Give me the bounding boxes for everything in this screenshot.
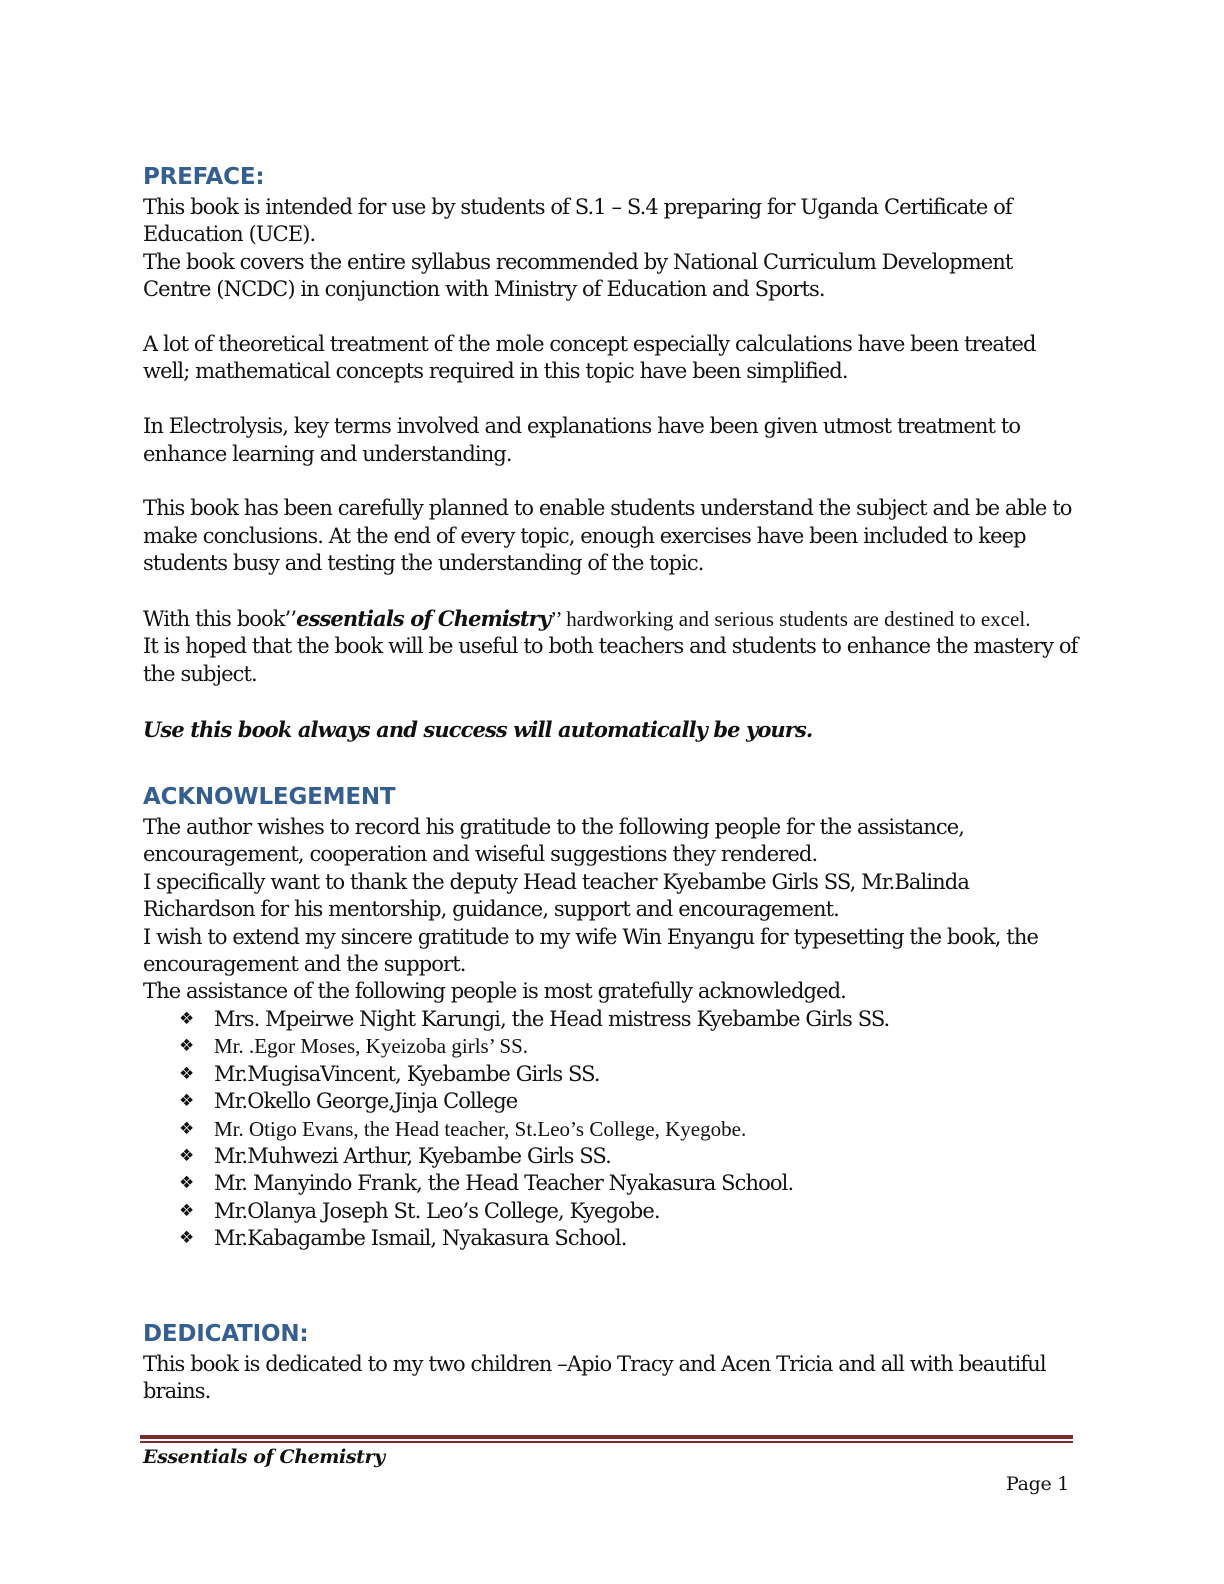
- page-number: Page 1: [1006, 1473, 1069, 1495]
- preface-paragraph-1: This book is intended for use by students of S.1 – S.4 preparing for Uganda Certificate of Education (UCE).: [143, 195, 1012, 247]
- diamond-bullet-icon: ❖: [179, 1008, 195, 1029]
- person-name: Mr.MugisaVincent, Kyebambe Girls SS.: [214, 1061, 600, 1086]
- person-name: Mr. Manyindo Frank, the Head Teacher Nyakasura School.: [214, 1171, 794, 1196]
- dedication-paragraph: This book is dedicated to my two children –Apio Tracy and Acen Tricia and all with beautiful brains.: [143, 1351, 1046, 1404]
- diamond-bullet-icon: ❖: [179, 1118, 195, 1139]
- list-item: [143, 1061, 1078, 1088]
- preface-paragraph-4: In Electrolysis, key terms involved and explanations have been given utmost treatment to enhance learning and understanding.: [143, 414, 1021, 466]
- list-item: [143, 1170, 1078, 1197]
- acknowledgement-paragraph-2: I specifically want to thank the deputy Head teacher Kyebambe Girls SS, Mr.Balinda Richardson for his mentorship, guidance, support and encouragement.: [143, 869, 969, 922]
- preface-closing: Use this book always and success will automatically be yours.: [143, 716, 813, 742]
- preface-paragraph-3: A lot of theoretical treatment of the mole concept especially calculations have been treated well; mathematical concepts required in this topic have been simplified.: [143, 332, 1036, 384]
- preface-paragraph-5: This book has been carefully planned to enable students understand the subject and be able to make conclusions. At the end of every topic, enough exercises have been included to keep students busy and testing the understanding of the topic.: [143, 496, 1072, 576]
- person-name: Mr.Muhwezi Arthur, Kyebambe Girls SS.: [214, 1143, 611, 1168]
- person-name: Mr. .Egor Moses, Kyeizoba girls’ SS.: [214, 1034, 529, 1059]
- preface-p6-tail: ’’ hardworking and serious students are destined to excel.: [550, 607, 1031, 632]
- preface-p6-lead: With this book’’: [143, 607, 297, 632]
- diamond-bullet-icon: ❖: [179, 1063, 195, 1084]
- list-item: [143, 1143, 1078, 1170]
- acknowledged-people-list: [143, 1006, 1078, 1253]
- acknowledgement-paragraph-4: The assistance of the following people is most gratefully acknowledged.: [143, 979, 846, 1004]
- person-name: Mrs. Mpeirwe Night Karungi, the Head mistress Kyebambe Girls SS.: [214, 1006, 890, 1031]
- list-item: [143, 1225, 1078, 1252]
- preface-paragraph-7: It is hoped that the book will be useful to both teachers and students to enhance the mastery of the subject.: [143, 634, 1078, 686]
- diamond-bullet-icon: ❖: [179, 1173, 195, 1194]
- diamond-bullet-icon: ❖: [179, 1145, 195, 1166]
- diamond-bullet-icon: ❖: [179, 1200, 195, 1221]
- acknowledgement-paragraph-1: The author wishes to record his gratitude to the following people for the assistance, encouragement, cooperation and wiseful suggestions they rendered.: [143, 815, 965, 867]
- preface-paragraph-6: [143, 605, 1078, 633]
- book-title-emphasis: essentials of Chemistry: [296, 606, 551, 632]
- dedication-heading: DEDICATION:: [143, 1320, 309, 1347]
- person-name: Mr.Olanya Joseph St. Leo’s College, Kyegobe.: [214, 1198, 660, 1223]
- diamond-bullet-icon: ❖: [179, 1036, 195, 1057]
- list-item: [143, 1033, 1078, 1060]
- footer-rule-thin: [140, 1441, 1073, 1443]
- list-item: [143, 1088, 1078, 1115]
- preface-heading: PREFACE:: [143, 164, 265, 190]
- diamond-bullet-icon: ❖: [179, 1091, 195, 1112]
- person-name: Mr.Okello George,Jinja College: [214, 1089, 518, 1114]
- person-name: Mr. Otigo Evans, the Head teacher, St.Leo’s College, Kyegobe.: [214, 1116, 747, 1141]
- footer-rule-thick: [140, 1435, 1073, 1439]
- document-page: [143, 160, 1078, 1406]
- list-item: [143, 1198, 1078, 1225]
- person-name: Mr.Kabagambe Ismail, Nyakasura School.: [214, 1226, 627, 1251]
- acknowledgement-paragraph-3: I wish to extend my sincere gratitude to my wife Win Enyangu for typesetting the book, the encouragement and the support.: [143, 924, 1038, 977]
- preface-paragraph-2: The book covers the entire syllabus recommended by National Curriculum Development Centre (NCDC) in conjunction with Ministry of Education and Sports.: [143, 249, 1013, 302]
- list-item: [143, 1116, 1078, 1143]
- diamond-bullet-icon: ❖: [179, 1228, 195, 1249]
- list-item: [143, 1006, 1078, 1033]
- footer-book-title: Essentials of Chemistry: [143, 1446, 385, 1468]
- acknowledgement-heading: ACKNOWLEGEMENT: [143, 784, 396, 811]
